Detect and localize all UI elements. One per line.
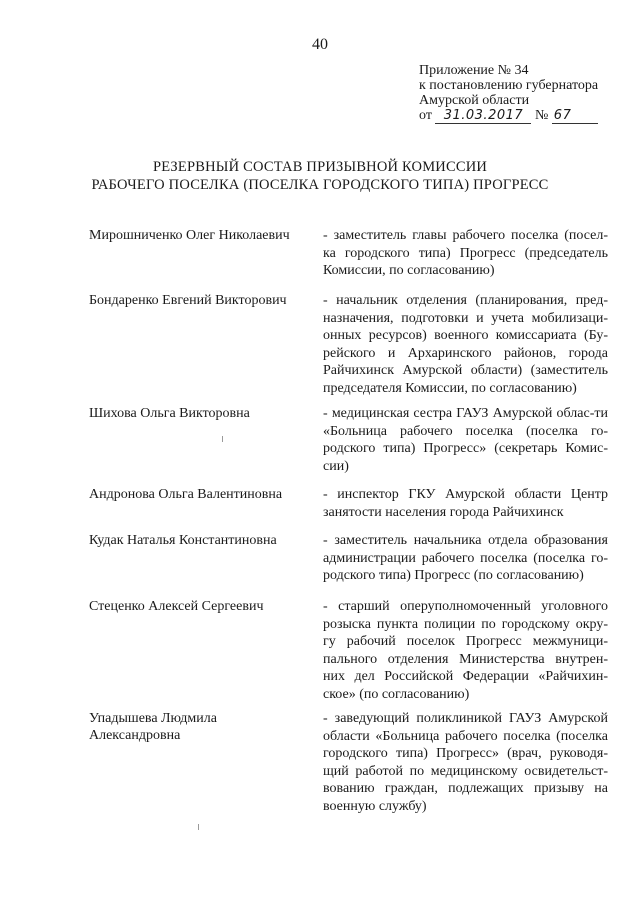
member-role: - начальник отделения (планирования, пред-назначения, подготовки и учета мобилизаци-онных ресурсов) военного комиссариата (Бу-рейского и Архаринского районов, города Райчихинск Амурской области) (заместитель председателя Комиссии, по согласованию) (323, 293, 608, 396)
member-name: Бондаренко Евгений Викторович (89, 293, 287, 308)
appendix-date-line (419, 108, 619, 124)
member-role: - инспектор ГКУ Амурской области Центр занятости населения города Райчихинск (323, 487, 608, 520)
scan-speck (222, 436, 223, 442)
member-role: - старший оперуполномоченный уголовного розыска пункта полиции по городскому окру-гу рабочий поселок Прогресс межмуници-пального отделения Министерства внутрен-них дел Российской Федерации «Райчихин-ское» (по согласованию) (323, 599, 608, 702)
member-name: Шихова Ольга Викторовна (89, 406, 250, 421)
appendix-region: Амурской области (419, 93, 530, 108)
member-name: Упадышева Людмила Александровна (89, 711, 217, 743)
appendix-title: Приложение № 34 (419, 63, 529, 78)
member-name: Стеценко Алексей Сергеевич (89, 599, 264, 614)
title-line-1: РЕЗЕРВНЫЙ СОСТАВ ПРИЗЫВНОЙ КОМИССИИ (152, 159, 488, 175)
member-role: - медицинская сестра ГАУЗ Амурской облас-ти «Больница рабочего поселка (поселка го-родского типа) Прогресс» (секретарь Комис-сии) (323, 406, 608, 474)
title-line-2: РАБОЧЕГО ПОСЕЛКА (ПОСЕЛКА ГОРОДСКОГО ТИПА) ПРОГРЕСС (91, 177, 549, 193)
member-name: Мирошниченко Олег Николаевич (89, 228, 290, 243)
handwritten-date: 31.03.2017 (435, 109, 531, 124)
scan-speck (198, 824, 199, 830)
document-title (0, 158, 640, 194)
handwritten-number: 67 (552, 109, 598, 124)
member-name: Андронова Ольга Валентиновна (89, 487, 283, 502)
appendix-block (419, 63, 619, 124)
appendix-reference: к постановлению губернатора (419, 78, 599, 93)
from-label: от (419, 108, 432, 123)
member-role: - заместитель начальника отдела образования администрации рабочего поселка (поселка го-родского типа) Прогресс (по согласованию) (323, 533, 608, 583)
member-name: Кудак Наталья Константиновна (89, 533, 277, 548)
number-label: № (534, 108, 549, 123)
page-number: 40 (312, 36, 328, 53)
member-role: - заведующий поликлиникой ГАУЗ Амурской области «Больница рабочего поселка (поселка городского типа) Прогресс» (врач, руководя-щий работой по медицинскому освидетельст-вованию граждан, подлежащих призыву на военную службу) (323, 711, 608, 814)
member-role: - заместитель главы рабочего поселка (посел-ка городского типа) Прогресс (председатель Комиссии, по согласованию) (323, 228, 608, 278)
